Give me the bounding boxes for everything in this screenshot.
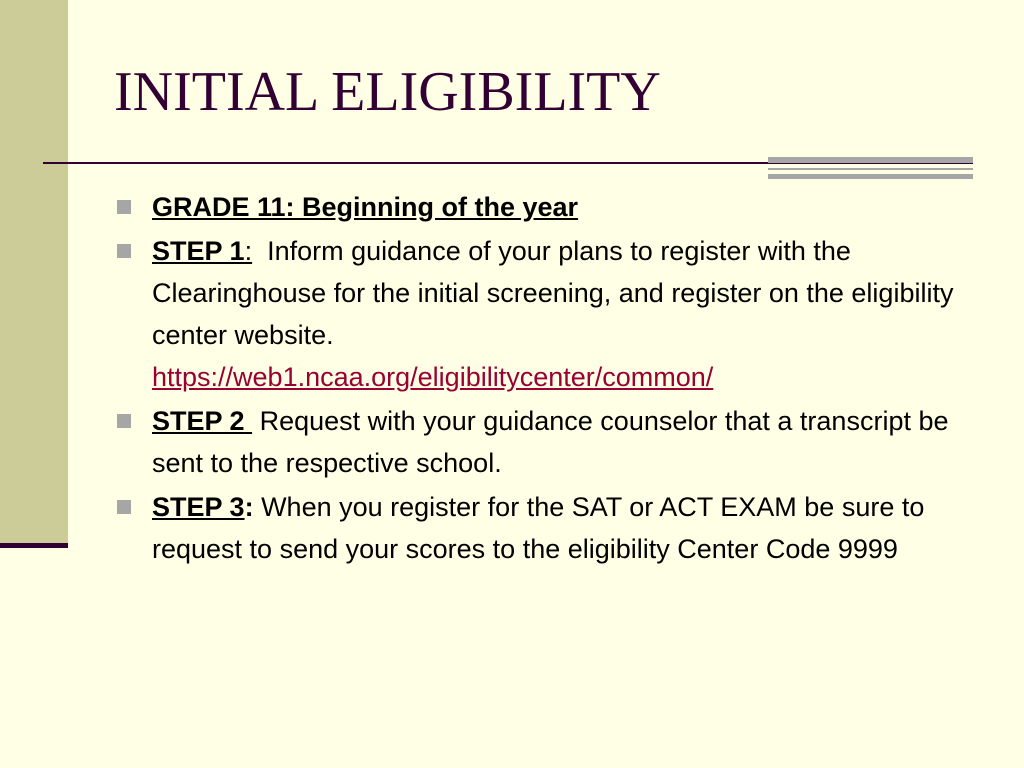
gray-accent-rule-middle <box>768 168 973 170</box>
bullet-step-2 <box>116 400 976 484</box>
square-bullet-icon <box>117 244 131 258</box>
square-bullet-icon <box>117 414 131 428</box>
grade-heading: GRADE 11: Beginning of the year <box>152 192 579 222</box>
step-1-text: Inform guidance of your plans to register with the Clearinghouse for the initial screening, and register on the eligibility center website. <box>152 236 954 350</box>
step-3-separator: : <box>244 492 254 522</box>
eligibility-center-link[interactable]: https://web1.ncaa.org/eligibilitycenter/common/ <box>152 362 714 392</box>
step-3-text: When you register for the SAT or ACT EXAM be sure to request to send your scores to the eligibility Center Code 9999 <box>152 492 925 564</box>
step-2-text: Request with your guidance counselor that a transcript be sent to the respective school. <box>152 406 949 478</box>
square-bullet-icon <box>117 200 131 214</box>
step-2-label: STEP 2 <box>152 406 245 436</box>
gray-accent-rule-bottom <box>768 174 973 179</box>
step-1-separator: : <box>244 236 253 266</box>
left-accent-bar <box>0 543 68 548</box>
bullet-list <box>116 186 976 572</box>
bullet-grade-11 <box>116 186 976 228</box>
slide-title: INITIAL ELIGIBILITY <box>114 61 661 123</box>
bullet-step-1 <box>116 230 976 398</box>
square-bullet-icon <box>117 500 131 514</box>
step-3-label: STEP 3 <box>152 492 245 522</box>
step-1-label: STEP 1 <box>152 236 245 266</box>
bullet-step-3 <box>116 486 976 570</box>
gray-accent-rule-top <box>768 157 973 163</box>
left-decorative-band <box>0 0 68 546</box>
